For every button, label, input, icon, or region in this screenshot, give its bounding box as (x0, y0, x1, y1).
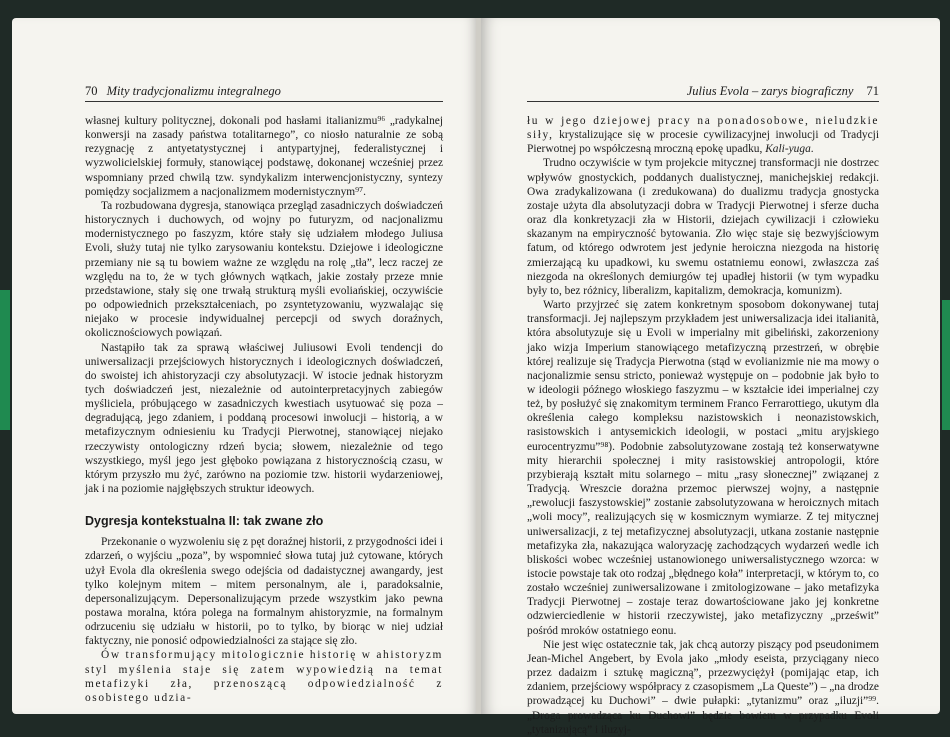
right-paragraph-1: łu w jego dziejowej pracy na ponadosobowe, nieludzkie siły, krystalizujące się w procesie cywilizacyjnej inwolucji od Tradycji Pierwotnej po współczesną mroczną epokę upadku, Kali-yuga. (527, 115, 879, 156)
left-page (12, 18, 477, 714)
left-page-body (85, 114, 443, 705)
right-opening-italic: Kali-yuga (765, 143, 811, 156)
green-edge-left (0, 290, 10, 430)
left-paragraph-4: Przekonanie o wyzwoleniu się z pęt doraźnej historii, z przygodności idei i zdarzeń, o wyjściu „poza”, by wspomnieć słowa tutaj już cytowane, których użył Evola dla określenia swego odejścia od dadaistycznej awangardy, jest tylko kolejnym mitem – mitem personalnym, ale i, paradoksalnie, depersonalizującym. Depersonalizującym przede wszystkim jako pewna postawa moralna, która polega na formalnym ahistoryzmie, na formalnym odrzuceniu się udziału w historii, po to tylko, by biorąc w niej udział faktyczny, nie ponosić odpowiedzialności za stające się zło. (85, 536, 443, 648)
left-page-number: 70 (85, 84, 98, 98)
left-paragraph-1: własnej kultury politycznej, dokonali pod hasłami italianizmu⁹⁶ „radykalnej konwersji na zasady państwa totalitarnego”, co niosło naturalnie ze sobą rezygnację z antyetatystycznej i antypartyjnej, federalistycznej i wyzwolicielskiej formuły, stanowiącej podstawę, dokonanej wcześniej przez wspomniany przed chwilą tzw. syndykalizm interwencjonistyczny, syntezy pomiędzy socjalizmem a nacjonalizmem modernistycznym⁹⁷. (85, 115, 443, 198)
right-opening-rest: krystalizujące się w procesie cywilizacyjnej inwolucji od Tradycji Pierwotnej po współczesną mroczną epokę upadku, (527, 129, 879, 156)
left-paragraph-5: Ów transformujący mitologicznie historię w ahistoryzm styl myślenia staje się zatem wypowiedzią na temat metafizyki zła, przenoszącą odpowiedzialność z osobistego udzia- (85, 649, 443, 704)
left-page-header (85, 81, 443, 102)
right-page (481, 18, 940, 736)
right-page-body (527, 114, 879, 737)
left-paragraph-3: Nastąpiło tak za sprawą właściwej Juliusowi Evoli tendencji do uniwersalizacji przejściowych historycznych i ideologicznych doświadczeń, do swoistej ich ahistoryzacji czy absolutyzacji. W istocie jednak historyzm tych doświadczeń jest, niezależnie od autointerpretacyjnych zabiegów myśliciela, próbującego w zasadniczych kwestiach usytuować się poza – degradującą, jego zdaniem, i poddaną procesowi inwolucji – historią, a w metafizycznym odniesieniu ku Tradycji Pierwotnej, stanowiącej niejako rzeczywisty ontologiczny rdzeń bycia; słowem, niezależnie od tego wszystkiego, myśl jego jest głęboko powiązana z historycznością czasu, w którym przyszło mu żyć, zarówno na poziomie tzw. historii wydarzeniowej, jak i na poziomie najgłębszych struktur ideowych. (85, 341, 443, 496)
left-running-title: Mity tradycjonalizmu integralnego (106, 84, 281, 98)
right-spaced-opening: łu w jego dziejowej pracy na ponadosobowe, nieludzkie siły, (527, 115, 879, 142)
right-paragraph-4: Nie jest więc ostatecznie tak, jak chcą autorzy piszący pod pseudonimem Jean-Michel Angebert, by Evola jako „młody eseista, przyciągany nieco przez dadaizm i sztukę magiczną”, przezwyciężył (pomijając etap, ich zdaniem, przejściowy współpracy z czasopismem „La Queste”) – „na drodze prowadzącej ku Duchowi” – dwie pułapki: „tytanizmu” oraz „iluzji”⁹⁹. „Droga prowadząca ku Duchowi” będzie bowiem w przypadku Evoli „tytanizującą” i iluzyj- (527, 638, 879, 736)
right-paragraph-2: Trudno oczywiście w tym projekcie mitycznej transformacji nie dostrzec wpływów gnostyckich, poddanych dualistycznej, manichejskiej redakcji. Owa zradykalizowana (i zredukowana) do dualizmu tradycja gnostycka zostaje użyta dla absolutyzacji dobra w Tradycji Pierwotnej i sferze ducha oraz dla konkretyzacji zła w Historii, dziejach cywilizacji i człowieku skazanym na empiryczność bytowania. Zło więc staje się bezwyjściowym fatum, od którego odwrotem jest jedynie heroiczna niezgoda na historię zmierzającą ku upadkowi, ku swemu ostatniemu eonowi, zwłaszcza zaś niezgoda na określonych demiurgów tej upadłej historii (w tym wypadku były to, bez różnicy, liberalizm, kapitalizm, demokracja, komunizm). (527, 157, 879, 297)
right-paragraph-3: Warto przyjrzeć się zatem konkretnym sposobom dokonywanej tutaj transformacji. Jej najlepszym przykładem jest uniwersalizacja idei italianità, która absolutyzuje się u Evoli w imperialny mit gibeliński, zakorzeniony jako wizja Imperium stanowiącego metafizyczną przestrzeń, w obrębie której realizuje się Tradycja Pierwotna (stąd w evolianizmie nie ma mowy o nacjonalizmie sensu stricto, ponieważ występuje on – podobnie jak było to w ideologii późnego włoskiego faszyzmu – w kształcie idei imperialnej czy też, by posłużyć się znakomitym terminem Franco Ferrarottiego, ukutym dla określenia całego kompleksu nazistowskich i neonazistowskich, rasistowskich i antysemickich ideologii, w postaci „mitu aryjskiego eurocentryzmu”⁹⁸). Podobnie zabsolutyzowane zostają też konserwatywne mity hierarchii społecznej i mity rasistowskiej antropologii, które przybierają kształt mitu solarnego – mitu „rasy słonecznej” związanej z Tradycją. Wreszcie dorażna przemoc pierwszej wojny, a następnie „rewolucji faszystowskiej” zostanie zabsolutyzowana w heroicznych mitach „woli mocy”, realizujących się w kosmicznym wymiarze. Z tej mitycznej uniwersalizacji, z tej metafizycznej absolutyzacji, utkana zostanie następnie metafizyka zła, nakazująca waloryzację zachodzących wydarzeń wedle ich bliskości wobec wcześniej ustanowionego uniwersalistycznego wzorca: w istocie powstaje tak oto rodzaj „błędnego koła” interpretacji, w którym to, co zostało wcześniej zuniwersalizowane i zmitologizowane – jako metafizyka Tradycji Pierwotnej – zostaje teraz dowartościowane jako jej konkretne odzwierciedlenie w historii rzeczywistej, jako metafizyczny „prześwit” pośród mroków ostatniego eonu. (527, 299, 879, 637)
section-heading: Dygresja kontekstualna II: tak zwane zło (85, 514, 324, 529)
left-paragraph-2: Ta rozbudowana dygresja, stanowiąca przegląd zasadniczych doświadczeń historycznych i duchowych, od wojny po futuryzm, od nacjonalizmu modernistycznego po faszyzm, które stały się udziałem młodego Juliusa Evoli, służy tutaj nie tylko zarysowaniu kontekstu. Dziejowe i ideologiczne przemiany nie są tu bowiem ważne ze względu na rolę „tła”, lecz raczej ze względu na to, że w tych głównych wątkach, jakie zostały przeze mnie przedstawione, stały się one trwałą strukturą myśli evoliańskiej, oczywiście po odpowiednich przekształceniach, po zsyntetyzowaniu, wyzwalając się niejako w procesie indywidualnej percepcji od swych doraźnych, okolicznościowych powiązań. (85, 199, 443, 340)
right-running-title: Julius Evola – zarys biograficzny (686, 84, 854, 98)
right-page-header (527, 81, 879, 102)
green-edge-right (942, 300, 950, 430)
right-page-number: 71 (866, 84, 879, 98)
